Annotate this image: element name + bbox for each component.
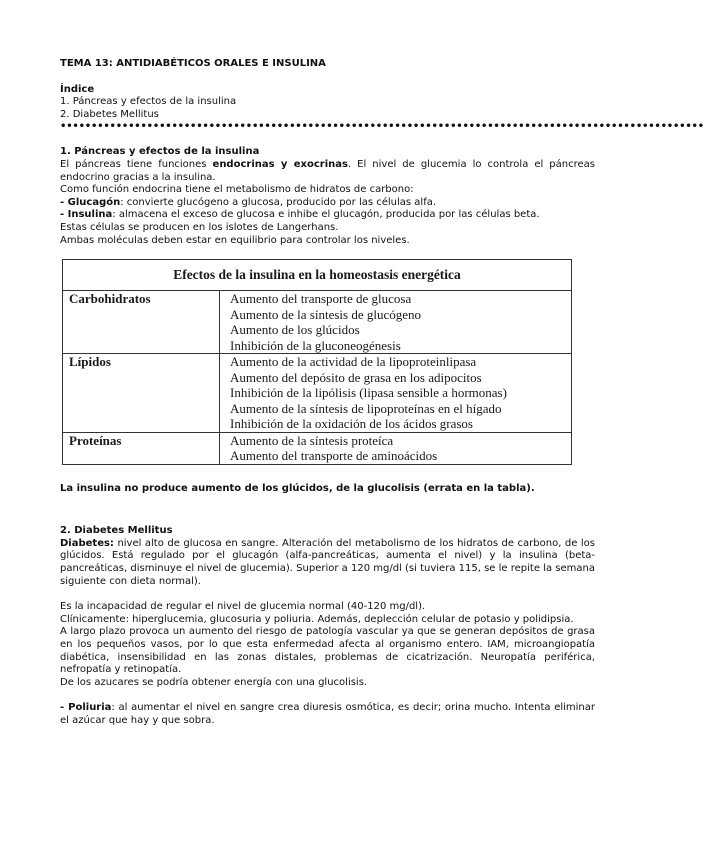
table-effect: Aumento de la síntesis de glucógeno [230,306,421,322]
table-effect: Aumento del transporte de aminoácidos [230,448,438,464]
table-effect: Aumento de la actividad de la lipoproteinlipasa [230,354,477,370]
document-title: TEMA 13: ANTIDIABÉTICOS ORALES E INSULINA [60,58,326,69]
table-effect: Aumento de los glúcidos [230,322,360,338]
term-text: : convierte glucógeno a glucosa, producido por las células alfa. [120,196,437,208]
bold-term: endocrinas y exocrinas [212,158,348,170]
table-effect: Aumento de la síntesis de lipoproteínas en el hígado [230,400,502,416]
paragraph-text: El páncreas tiene funciones [60,158,213,170]
list-item [60,197,595,210]
paragraph: Clínicamente: hiperglucemia, glucosuria y poliuria. Además, deplección celular de potasio y polidipsia. [60,613,574,625]
term-text: : al aumentar el nivel en sangre crea diuresis osmótica, es decir; orina mucho. Intenta eliminar el azúcar que hay y que sobra. [60,702,595,726]
paragraph: A largo plazo provoca un aumento del riesgo de patología vascular ya que se generan depósitos de grasa en los pequeños vasos, por lo que esta enfermedad afecta al organismo entero. IAM, microangiopatía diabética, insensibilidad en las zonas distales, problemas de cicatrización. Neuropatía periférica, nefropatía y retinopatía. [60,626,595,676]
table-effect: Aumento del depósito de grasa en los adipocitos [230,369,482,385]
table-category: Lípidos [63,354,220,433]
table-effect: Inhibición de la oxidación de los ácidos grasos [230,416,473,432]
paragraph: Ambas moléculas deben estar en equilibrio para controlar los niveles. [60,234,410,246]
table-row [63,432,572,464]
table-effects [220,432,572,464]
separator-line: •••••••••••••••••••••••••••••••••••••••••••••••••••••••••••••••••••••••••••••••••••••••••••••••••••••••• [60,121,704,133]
paragraph-text: . El nivel de glucemia lo controla el páncreas endocrino gracias a la insulina. [60,158,595,183]
term-text: : almacena el exceso de glucosa e inhibe el glucagón, producida por las células beta. [112,209,540,221]
table-effects [220,354,572,433]
index-heading: Índice [60,83,95,95]
table-effect: Inhibición de la lipólisis (lipasa sensible a hormonas) [230,385,507,401]
table-effects [220,291,572,354]
section-heading: 2. Diabetes Mellitus [60,525,173,537]
term-text: nivel alto de glucosa en sangre. Alteración del metabolismo de los hidratos de carbono, de los glúcidos. Está regulado por el glucagón (alfa-pancreáticas, aumenta el nivel) y la insulina (beta-pancreáticas, disminuye el nivel de glucemia). Superior a 120 mg/dl (si tuviera 115, se le repite la semana siguiente con dieta normal). [60,537,595,587]
index-item: 2. Diabetes Mellitus [60,108,159,120]
paragraph: Estas células se producen en los islotes de Langerhans. [60,221,339,233]
list-item [60,702,595,727]
table-category: Proteínas [63,432,220,464]
paragraph [60,159,595,184]
table-effect: Aumento del transporte de glucosa [230,291,412,307]
term-label: - Poliuria [60,702,112,714]
index-item: 1. Páncreas y efectos de la insulina [60,96,237,108]
table-title: Efectos de la insulina en la homeostasis energética [63,260,572,291]
section-heading: 1. Páncreas y efectos de la insulina [60,146,260,158]
list-item [60,209,595,222]
table-effect: Aumento de la síntesis proteíca [230,432,394,448]
paragraph [60,538,595,588]
table-row [63,354,572,433]
term-label: - Insulina [60,209,113,221]
paragraph: Es la incapacidad de regular el nivel de glucemia normal (40-120 mg/dl). [60,601,426,613]
paragraph: De los azucares se podría obtener energía con una glucolisis. [60,676,368,688]
insulin-effects-table [62,259,572,465]
term-label: Diabetes: [60,537,114,549]
table-row [63,291,572,354]
document-page [60,58,704,728]
table-category: Carbohidratos [63,291,220,354]
table-effect: Inhibición de la gluconeogénesis [230,337,401,353]
paragraph: Como función endocrina tiene el metabolismo de hidratos de carbono: [60,184,414,196]
term-label: - Glucagón [60,196,121,208]
errata-note: La insulina no produce aumento de los glúcidos, de la glucolisis (errata en la tabla). [60,482,535,494]
